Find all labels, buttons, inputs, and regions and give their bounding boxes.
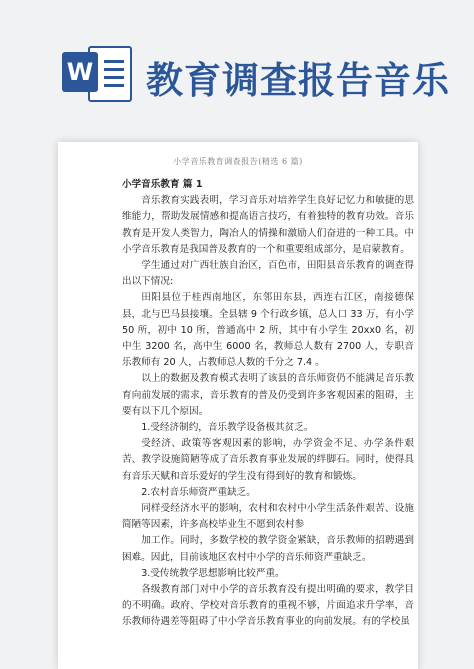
paragraph: 田阳县位于桂西南地区，东邻田东县，西连右江区，南接德保县，北与巴马县接壤。全县辖 9 个行政乡镇，总人口 33 万，有小学 50 所，初中 10 所，普通高中 2 所，其中有小学生 20xx0 名，初中生 3200 名，高中生 6000 名，教师总人数有 2700 人，专职音乐教师有 20 人，占教师总人数的千分之 7.4 。 [122, 292, 414, 369]
list-heading: 3.受传统教学思想影响比较严重。 [141, 567, 285, 579]
page-title: 教育调查报告音乐 [146, 59, 450, 102]
document-page [58, 142, 418, 669]
paragraph: 同样受经济水平的影响，农村和农村中小学生活条件艰苦、设施简陋等因素，许多高校毕业生不愿到农村参 [122, 503, 414, 531]
paragraph: 加工作。同时，多数学校的教学资金紧缺，音乐教师的招聘遇到困难。因此，目前该地区农村中小学的音乐师资严重缺乏。 [122, 535, 414, 563]
word-letter-badge: W [62, 52, 98, 92]
paragraph: 音乐教育实践表明，学习音乐对培养学生良好记忆力和敏捷的思维能力，帮助发展情感和提高语言技巧，有着独特的教育功效。音乐教育是开发人类智力，陶冶人的情操和激励人们奋进的一种工具。中小学音乐教育是我国普及教育的一个和重要组成部分，是启蒙教育。 [122, 195, 414, 255]
paragraph: 各级教育部门对中小学的音乐教育没有提出明确的要求，教学目的不明确。政府、学校对音乐教育的重视不够，片面追求升学率，音乐教师待遇差等阻碍了中小学音乐教育事业的向前发展。有的学校虽 [122, 584, 414, 628]
paragraph: 学生通过对广西壮族自治区，百色市，田阳县音乐教育的调查得出以下情况: [122, 260, 414, 288]
section-title: 小学音乐教育 篇 1 [122, 179, 203, 190]
list-heading: 1.受经济制约，音乐教学设备极其贫乏。 [141, 422, 314, 434]
header-banner [0, 0, 474, 140]
paragraph: 以上的数据及教育模式表明了该县的音乐师资仍不能满足音乐教育向前发展的需求，音乐教育的普及仍受到许多客观因素的阻碍，主要有以下几个原因。 [122, 373, 414, 417]
running-head: 小学音乐教育调查报告(精选 6 篇) [173, 157, 303, 166]
word-icon [62, 40, 132, 104]
document-body [122, 177, 414, 631]
list-heading: 2.农村音乐师资严重缺乏。 [141, 486, 256, 498]
paragraph: 受经济、政策等客观因素的影响，办学资金不足、办学条件艰苦、教学设施简陋等成了音乐教育事业发展的绊脚石。同时，使得具有音乐天赋和音乐爱好的学生没有得到好的教育和锻炼。 [122, 438, 414, 482]
